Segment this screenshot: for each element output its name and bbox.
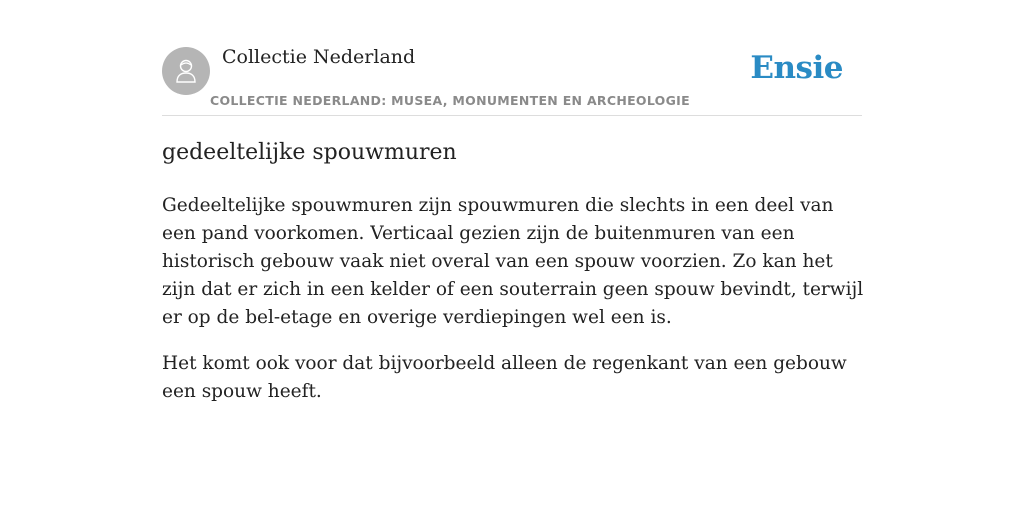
article-paragraph: Het komt ook voor dat bijvoorbeeld alleen de regenkant van een gebouw een spouw heeft.	[162, 353, 847, 402]
author-subtitle: COLLECTIE NEDERLAND: MUSEA, MONUMENTEN EN ARCHEOLOGIE	[210, 93, 690, 108]
user-icon	[171, 56, 201, 86]
article-body	[162, 192, 866, 424]
brand-logo[interactable]: Ensie	[750, 50, 843, 86]
article-paragraph: Gedeeltelijke spouwmuren zijn spouwmuren die slechts in een deel van een pand voorkomen. Verticaal gezien zijn de buitenmuren van een historisch gebouw vaak niet overal van een spouw voorzien. Zo kan het zijn dat er zich in een kelder of een souterrain geen spouw bevindt, terwijl er op de bel-etage en overige verdiepingen wel een is.	[162, 195, 864, 328]
article-title: gedeeltelijke spouwmuren	[162, 140, 457, 165]
avatar[interactable]	[162, 47, 210, 95]
author-name[interactable]: Collectie Nederland	[222, 46, 416, 68]
page-container	[162, 0, 864, 402]
page-header	[162, 0, 862, 116]
